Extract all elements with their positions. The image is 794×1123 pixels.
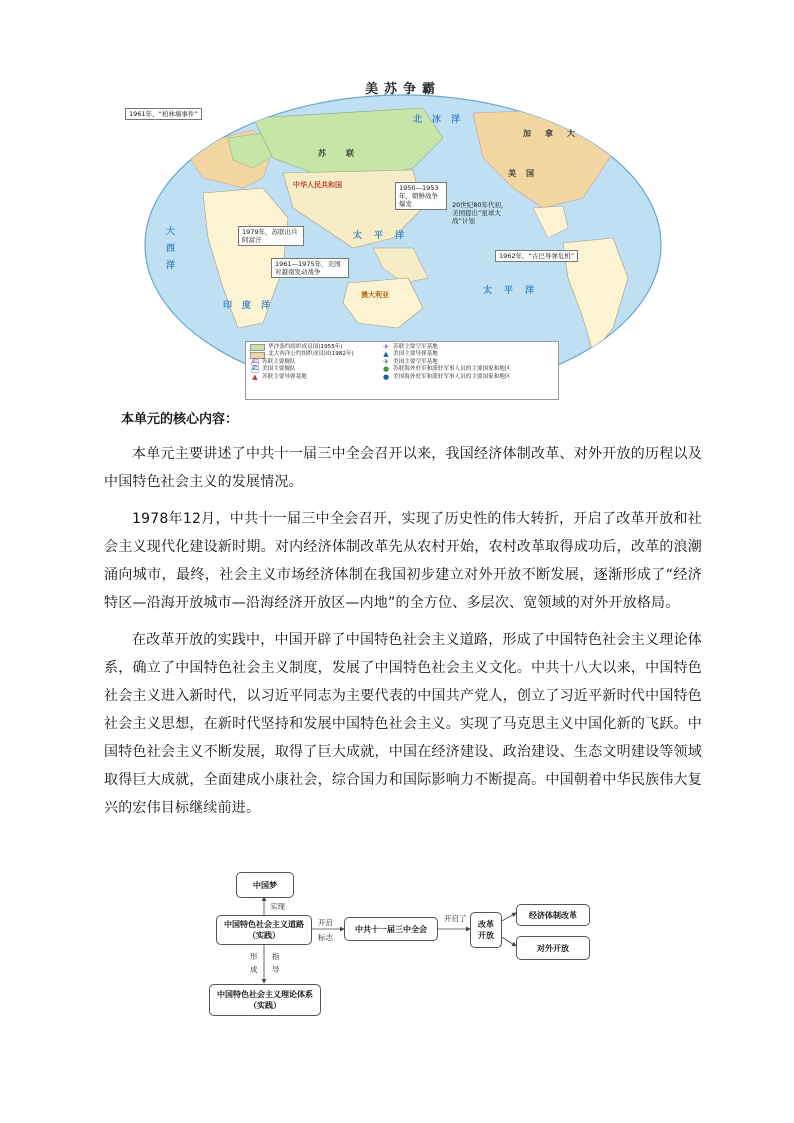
callout-berlin: 1961年，“柏林墙事件” — [125, 108, 202, 120]
world-map-figure — [129, 78, 663, 398]
theory-title: 中国特色社会主义理论体系 — [217, 990, 313, 999]
legend-item: 北大西洋公约组织成员国(1982年) — [250, 351, 354, 358]
legend-item: ⛴ 苏联主要舰队 — [250, 357, 296, 366]
label-guide-1: 指 — [272, 952, 280, 961]
label-indian-ocean: 印度洋 — [223, 301, 281, 311]
label-arctic: 北冰洋 — [413, 115, 471, 125]
box-third-plenum: 中共十一届三中全会 — [344, 917, 438, 941]
legend-left-column — [250, 344, 354, 381]
label-open-mark: 开启 — [318, 918, 333, 927]
box-reform-opening — [470, 912, 502, 948]
map-legend — [245, 341, 559, 400]
us-airbase-icon: ✈ — [383, 357, 389, 366]
legend-item: ▲ 苏联主要导弹基地 — [250, 374, 354, 381]
label-form-2: 成 — [250, 965, 258, 974]
us-missile-icon: ▲ — [383, 350, 389, 359]
callout-vietnam: 1961—1975年，美国对越南发动战争 — [271, 258, 349, 278]
ussr-airbase-icon: ✈ — [383, 343, 389, 351]
ussr-fleet-icon: ⛴ — [250, 357, 260, 366]
box-socialist-road — [216, 915, 312, 945]
theory-subtitle: （实践） — [249, 1001, 281, 1010]
label-australia: 澳大利亚 — [361, 291, 389, 299]
legend-item: ✈ 美国主要空军基地 — [381, 359, 510, 366]
label-america: 美国 — [508, 169, 544, 178]
box-theory-system — [209, 984, 321, 1016]
label-realize: 实现 — [270, 902, 285, 911]
label-soviet: 苏联 — [318, 149, 374, 158]
us-overseas-icon: ● — [382, 372, 390, 381]
box-opening-up: 对外开放 — [516, 936, 590, 960]
reform-line2: 开放 — [478, 931, 494, 940]
callout-star-wars: 20世纪80年代初，美国提出“星球大战”计划 — [452, 201, 508, 225]
road-subtitle: （实践） — [248, 931, 280, 940]
paragraph-1: 本单元主要讲述了中共十一届三中全会召开以来，我国经济体制改革、对外开放的历程以及中国特色社会主义的发展情况。 — [104, 446, 702, 490]
label-started: 开启了 — [444, 914, 467, 923]
label-atlantic: 大西洋 — [164, 226, 174, 277]
paragraph-2: 1978年12月，中共十一届三中全会召开，实现了历史性的伟大转折，开启了改革开放和社会主义现代化建设新时期。对内经济体制改革先从农村开始，农村改革取得成功后，改革的浪潮涌向城市，最终，社会主义市场经济体制在我国初步建立对外开放不断发展，逐渐形成了“经济特区—沿海开放城市—沿海经济开放区—内地”的全方位、多层次、宽领域的对外开放格局。 — [104, 511, 702, 611]
ussr-overseas-icon: ● — [382, 365, 390, 374]
swatch-warsaw — [250, 344, 265, 351]
legend-item: 华沙条约组织成员国(1955年) — [250, 344, 354, 351]
box-chinese-dream: 中国梦 — [236, 872, 294, 898]
label-mark: 标志 — [318, 933, 333, 942]
reform-line1: 改革 — [478, 920, 494, 929]
ussr-missile-icon: ▲ — [252, 372, 258, 381]
label-form-1: 形 — [250, 952, 258, 961]
callout-afghan: 1979年，苏联出兵阿富汗 — [238, 226, 304, 246]
us-fleet-icon: ⛴ — [250, 365, 260, 374]
legend-item: ▲ 美国主要导弹基地 — [381, 351, 510, 358]
label-pacific-left: 太平洋 — [353, 231, 417, 241]
map-title: 美苏争霸 — [364, 82, 441, 97]
road-title: 中国特色社会主义道路 — [224, 920, 304, 929]
label-guide-2: 导 — [272, 965, 280, 974]
label-prc: 中华人民共和国 — [293, 181, 342, 189]
legend-item: ⛴ 美国主要舰队 — [250, 365, 296, 374]
legend-item: ● 美国海外驻军和派驻军事人员的主要国家和地区 — [382, 372, 511, 381]
box-economic-reform: 经济体制改革 — [516, 904, 590, 926]
callout-cuba: 1962年，“古巴导弹危机” — [495, 250, 578, 262]
legend-item: ✈ 苏联主要空军基地 — [381, 344, 510, 351]
legend-item: ● 苏联海外驻军和派驻军事人员的主要国家和地区 — [382, 365, 511, 374]
paragraph-3: 在改革开放的实践中，中国开辟了中国特色社会主义道路，形成了中国特色社会主义理论体系，确立了中国特色社会主义制度，发展了中国特色社会主义文化。中共十八大以来，中国特色社会主义进入新时代，以习近平同志为主要代表的中国共产党人，创立了习近平新时代中国特色社会主义思想，在新时代坚持和发展中国特色社会主义。实现了马克思主义中国化新的飞跃。中国特色社会主义不断发展，取得了巨大成就，中国在经济建设、政治建设、生态文明建设等领域取得巨大成就，全面建成小康社会，综合国力和国际影响力不断提高。中国朝着中华民族伟大复兴的宏伟目标继续前进。 — [104, 632, 702, 816]
section-heading: 本单元的核心内容： — [121, 412, 239, 427]
legend-right-column — [381, 344, 510, 381]
callout-korea: 1950—1953年，朝鲜战争爆发 — [395, 182, 447, 210]
label-canada: 加拿大 — [523, 129, 589, 138]
label-pacific-right: 太平洋 — [483, 286, 547, 296]
